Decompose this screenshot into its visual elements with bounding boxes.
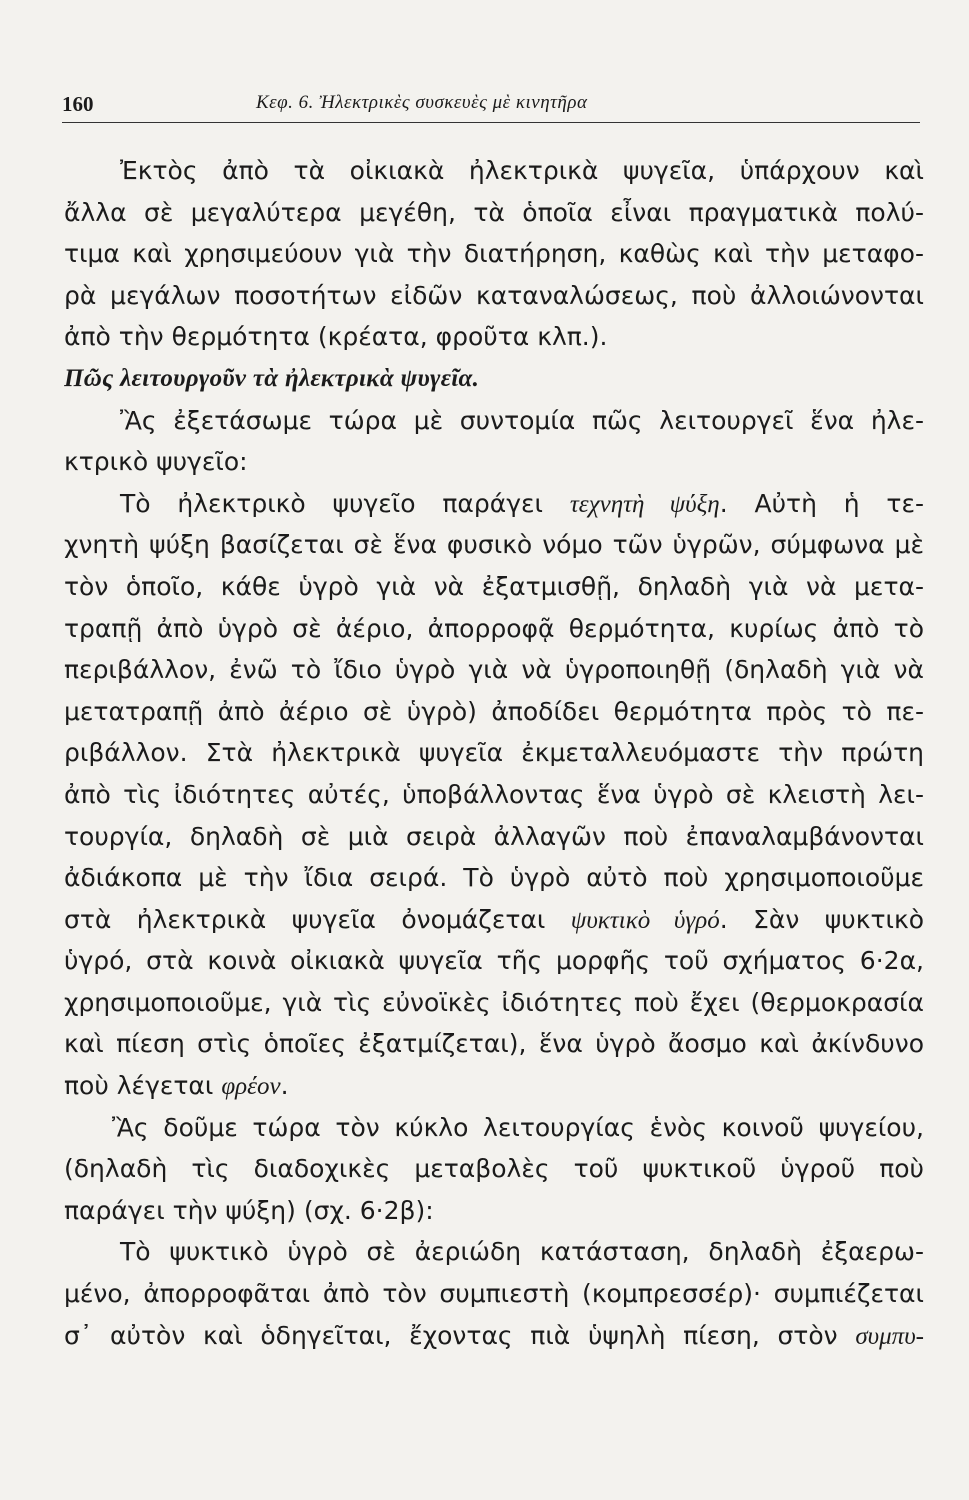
text-line: ρὰ μεγάλων ποσοτήτων εἰδῶν καταναλώσεως, ποὺ ἀλλοιώνονται: [64, 280, 924, 310]
running-head: Κεφ. 6. Ἠλεκτρικὲς συσκευὲς μὲ κινητῆρα: [256, 92, 588, 113]
text-line: ἀπὸ τὶς ἰδιότητες αὐτές, ὑποβάλλοντας ἕνα ὑγρὸ σὲ κλειστὴ λει-: [64, 779, 924, 809]
text-run: σ᾽ αὐτὸν καὶ ὁδηγεῖται, ἔχοντας πιὰ ὑψηλὴ πίεση, στὸν: [64, 1320, 856, 1350]
text-line: μένο, ἀπορροφᾶται ἀπὸ τὸν συμπιεστὴ (κομπρεσσέρ)· συμπιέζεται: [64, 1279, 924, 1309]
text-line: [64, 1065, 924, 1107]
text-run: Τὸ ἠλεκτρικὸ ψυγεῖο παράγει: [120, 488, 570, 518]
text-line: [64, 899, 924, 941]
text-run: . Αὐτὴ ἡ τε-: [719, 488, 924, 518]
text-run: στὰ ἠλεκτρικὰ ψυγεῖα ὀνομάζεται: [64, 904, 571, 934]
text-run: . Σὰν ψυκτικὸ: [719, 904, 924, 934]
emphasis-term: τεχνητὴ ψύξη: [569, 490, 720, 518]
text-line: Τὸ ψυκτικὸ ὑγρὸ σὲ ἀεριώδη κατάσταση, δηλαδὴ ἐξαερω-: [120, 1237, 924, 1267]
emphasis-term: ψυκτικὸ ὑγρό: [570, 906, 720, 934]
text-line: ὑγρό, στὰ κοινὰ οἰκιακὰ ψυγεῖα τῆς μορφῆς τοῦ σχήματος 6·2α,: [64, 946, 924, 976]
text-line: χρησιμοποιοῦμε, γιὰ τὶς εὐνοϊκὲς ἰδιότητες ποὺ ἔχει (θερμοκρασία: [64, 987, 924, 1017]
text-line: χνητὴ ψύξη βασίζεται σὲ ἕνα φυσικὸ νόμο τῶν ὑγρῶν, σύμφωνα μὲ: [64, 530, 924, 560]
text-line: τουργία, δηλαδὴ σὲ μιὰ σειρὰ ἀλλαγῶν ποὺ ἐπαναλαμβάνονται: [64, 821, 924, 851]
page-number: 160: [62, 92, 94, 116]
text-run: .: [280, 1071, 289, 1101]
text-line: κτρικὸ ψυγεῖο:: [64, 447, 248, 477]
page-header: [62, 86, 920, 120]
text-run: ποὺ λέγεται: [64, 1071, 222, 1101]
text-line: [64, 483, 924, 525]
emphasis-term: συμπυ-: [855, 1322, 924, 1350]
body-text: [64, 150, 924, 1356]
text-line: παράγει τὴν ψύξη) (σχ. 6·2β):: [64, 1195, 434, 1225]
text-line: καὶ πίεση στὶς ὁποῖες ἐξατμίζεται), ἕνα ὑγρὸ ἄοσμο καὶ ἀκίνδυνο: [64, 1029, 924, 1059]
text-line: περιβάλλον, ἐνῶ τὸ ἴδιο ὑγρὸ γιὰ νὰ ὑγροποιηθῇ (δηλαδὴ γιὰ νὰ: [64, 655, 924, 685]
text-line: Ἐκτὸς ἀπὸ τὰ οἰκιακὰ ἠλεκτρικὰ ψυγεῖα, ὑπάρχουν καὶ: [120, 156, 924, 185]
text-line: (δηλαδὴ τὶς διαδοχικὲς μεταβολὲς τοῦ ψυκτικοῦ ὑγροῦ ποὺ: [64, 1154, 924, 1184]
section-heading: Πῶς λειτουργοῦν τὰ ἠλεκτρικὰ ψυγεῖα.: [64, 364, 480, 392]
text-line: [64, 1315, 924, 1357]
text-line: ἀπὸ τὴν θερμότητα (κρέατα, φροῦτα κλπ.).: [64, 322, 608, 352]
text-line: Ἂς ἐξετάσωμε τώρα μὲ συντομία πῶς λειτουργεῖ ἕνα ἠλε-: [120, 405, 924, 435]
header-rule: [62, 122, 920, 123]
text-line: ἄλλα σὲ μεγαλύτερα μεγέθη, τὰ ὁποῖα εἶναι πραγματικὰ πολύ-: [64, 197, 924, 227]
text-line: ριβάλλον. Στὰ ἠλεκτρικὰ ψυγεῖα ἐκμεταλλευόμαστε τὴν πρώτη: [64, 738, 924, 768]
text-line: τὸν ὁποῖο, κάθε ὑγρὸ γιὰ νὰ ἐξατμισθῇ, δηλαδὴ γιὰ νὰ μετα-: [64, 571, 924, 601]
emphasis-term: φρέον: [221, 1073, 281, 1101]
text-line: μετατραπῇ ἀπὸ ἀέριο σὲ ὑγρὸ) ἀποδίδει θερμότητα πρὸς τὸ πε-: [64, 696, 924, 726]
text-line: ἀδιάκοπα μὲ τὴν ἴδια σειρά. Τὸ ὑγρὸ αὐτὸ ποὺ χρησιμοποιοῦμε: [64, 863, 924, 893]
text-line: τραπῇ ἀπὸ ὑγρὸ σὲ ἀέριο, ἀπορροφᾷ θερμότητα, κυρίως ἀπὸ τὸ: [64, 613, 924, 643]
text-line: Ἂς δοῦμε τώρα τὸν κύκλο λειτουργίας ἑνὸς κοινοῦ ψυγείου,: [112, 1112, 924, 1142]
text-line: τιμα καὶ χρησιμεύουν γιὰ τὴν διατήρηση, καθὼς καὶ τὴν μεταφο-: [64, 239, 924, 269]
